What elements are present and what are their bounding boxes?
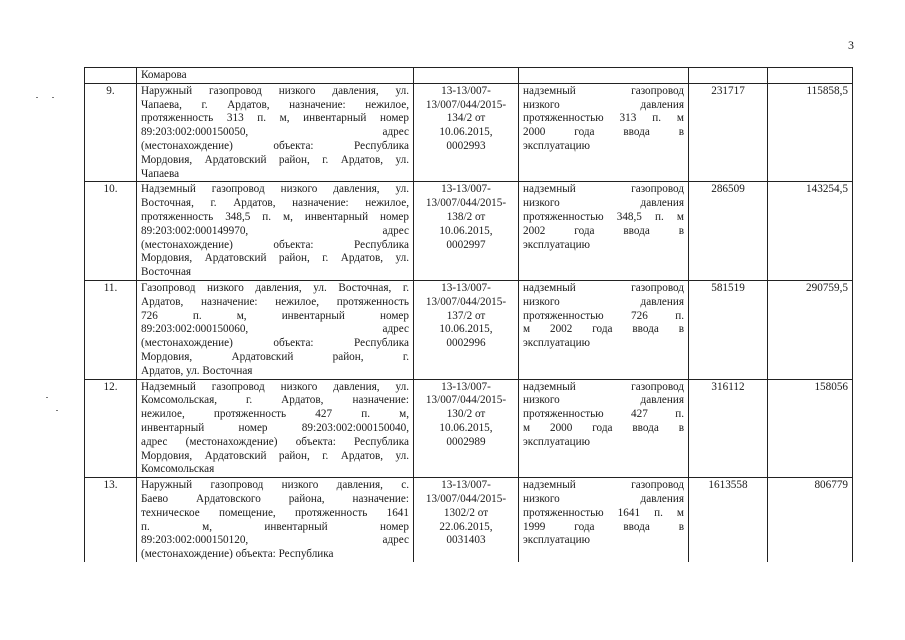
- registration-line: 22.06.2015,: [439, 520, 493, 533]
- description-line: (местонахождение) объекта: Республика: [141, 337, 409, 350]
- characteristics-line: низкого давления: [523, 197, 684, 210]
- value-cell: 143254,5: [768, 182, 853, 281]
- value-cell: [689, 68, 768, 84]
- characteristics-line: протяженностью 427 п.: [523, 408, 684, 421]
- description-line: техническое помещение, протяженность 1641: [141, 506, 409, 519]
- description-line: протяженность 313 п. м, инвентарный номер: [141, 112, 409, 125]
- table-row: [85, 280, 853, 379]
- description-line: Комсомольская, г. Ардатов, назначение:: [141, 394, 409, 407]
- table-row-continuation: [85, 68, 853, 84]
- description-line: Чапаева: [141, 167, 180, 180]
- row-number-cell: 13.: [85, 478, 137, 562]
- characteristics-line: 1999 года ввода в: [523, 520, 684, 533]
- description-line: адрес (местонахождение) объекта: Республика: [141, 435, 409, 448]
- registration-line: 10.06.2015,: [439, 323, 493, 336]
- characteristics-line: 2000 года ввода в: [523, 126, 684, 139]
- description-line: (местонахождение) объекта: Республика: [141, 139, 409, 152]
- registration-line: 13/007/044/2015-: [425, 295, 507, 308]
- registration-line: 13-13/007-: [441, 380, 491, 393]
- description-line: п. м, инвентарный номер: [141, 520, 409, 533]
- characteristics-line: м 2002 года ввода в: [523, 323, 684, 336]
- value-cell: 231717: [689, 83, 768, 182]
- description-line: (местонахождение) объекта: Республика: [141, 548, 334, 561]
- scan-speck: [46, 397, 48, 398]
- row-number-cell: 9.: [85, 83, 137, 182]
- description-line: нежилое, протяженность 427 п. м,: [141, 408, 409, 421]
- description-line: Ардатов, ул. Восточная: [141, 364, 253, 377]
- object-description-cell: Комарова: [137, 68, 414, 84]
- description-line: Восточная: [141, 266, 192, 279]
- row-number-cell: 12.: [85, 379, 137, 478]
- table-row: [85, 182, 853, 281]
- characteristics-line: низкого давления: [523, 492, 684, 505]
- registration-line: 13/007/044/2015-: [425, 394, 507, 407]
- registration-line: 13/007/044/2015-: [425, 492, 507, 505]
- registration-cell: [414, 379, 519, 478]
- object-description-cell: [137, 478, 414, 562]
- value-cell: 1613558: [689, 478, 768, 562]
- value-cell: 115858,5: [768, 83, 853, 182]
- description-line: Восточная, г. Ардатов, назначение: нежилое,: [141, 197, 409, 210]
- description-line: Мордовия, Ардатовский район, г. Ардатов, ул.: [141, 153, 409, 166]
- registration-cell: [414, 68, 519, 84]
- object-description-cell: [137, 83, 414, 182]
- object-characteristics-cell: [519, 280, 689, 379]
- characteristics-line: протяженностью 1641 п. м: [523, 506, 684, 519]
- registration-line: 13-13/007-: [441, 281, 491, 294]
- description-line: инвентарный номер 89:203:002:000150040,: [141, 421, 409, 434]
- value-cell: 581519: [689, 280, 768, 379]
- registration-line: 10.06.2015,: [439, 224, 493, 237]
- registration-line: 134/2 от: [446, 112, 486, 125]
- description-line: Мордовия, Ардатовский район, г.: [141, 350, 409, 363]
- value-cell: 286509: [689, 182, 768, 281]
- row-number-cell: [85, 68, 137, 84]
- characteristics-line: 2002 года ввода в: [523, 224, 684, 237]
- object-characteristics-cell: [519, 478, 689, 562]
- description-line: 89:203:002:000150050, адрес: [141, 126, 409, 139]
- characteristics-line: м 2000 года ввода в: [523, 421, 684, 434]
- characteristics-line: протяженностью 348,5 п. м: [523, 210, 684, 223]
- value-cell: 158056: [768, 379, 853, 478]
- registration-cell: [414, 280, 519, 379]
- registration-line: 0002989: [446, 435, 486, 448]
- description-line: 726 п. м, инвентарный номер: [141, 309, 409, 322]
- description-line: протяженность 348,5 п. м, инвентарный номер: [141, 210, 409, 223]
- description-line: Мордовия, Ардатовский район, г. Ардатов, ул.: [141, 449, 409, 462]
- registration-line: 13-13/007-: [441, 183, 491, 196]
- object-description-cell: [137, 280, 414, 379]
- characteristics-line: низкого давления: [523, 394, 684, 407]
- registration-line: 13/007/044/2015-: [425, 98, 507, 111]
- object-description-cell: [137, 379, 414, 478]
- page-number: 3: [848, 38, 854, 52]
- value-cell: 290759,5: [768, 280, 853, 379]
- characteristics-line: эксплуатацию: [523, 139, 590, 152]
- characteristics-line: эксплуатацию: [523, 534, 590, 547]
- scan-speck: [36, 97, 38, 98]
- registration-line: 10.06.2015,: [439, 421, 493, 434]
- object-description-cell: [137, 182, 414, 281]
- characteristics-line: эксплуатацию: [523, 435, 590, 448]
- registration-line: 0031403: [446, 534, 486, 547]
- object-characteristics-cell: [519, 68, 689, 84]
- registration-line: 0002997: [446, 238, 486, 251]
- characteristics-line: низкого давления: [523, 295, 684, 308]
- description-line: Надземный газопровод низкого давления, ул.: [141, 380, 409, 393]
- registration-line: 13-13/007-: [441, 479, 491, 492]
- description-line: Ардатов, назначение: нежилое, протяженность: [141, 295, 409, 308]
- row-number-cell: 10.: [85, 182, 137, 281]
- characteristics-line: надземный газопровод: [523, 380, 684, 393]
- description-line: Надземный газопровод низкого давления, ул.: [141, 183, 409, 196]
- registration-line: 130/2 от: [446, 408, 486, 421]
- registration-line: 138/2 от: [446, 210, 486, 223]
- registration-cell: [414, 83, 519, 182]
- description-line: Баево Ардатовского района, назначение:: [141, 492, 409, 505]
- description-line: 89:203:002:000150060, адрес: [141, 323, 409, 336]
- value-cell: [768, 68, 853, 84]
- registration-line: 0002996: [446, 337, 486, 350]
- value-cell: 316112: [689, 379, 768, 478]
- value-cell: 806779: [768, 478, 853, 562]
- description-line: Комсомольская: [141, 463, 215, 476]
- object-characteristics-cell: [519, 83, 689, 182]
- description-line: Наружный газопровод низкого давления, ул.: [141, 84, 409, 97]
- description-line: Газопровод низкого давления, ул. Восточная, г.: [141, 281, 409, 294]
- description-line: Мордовия, Ардатовский район, г. Ардатов, ул.: [141, 252, 409, 265]
- registration-line: 13-13/007-: [441, 84, 491, 97]
- characteristics-line: надземный газопровод: [523, 281, 684, 294]
- object-characteristics-cell: [519, 182, 689, 281]
- characteristics-line: протяженностью 726 п.: [523, 309, 684, 322]
- characteristics-line: эксплуатацию: [523, 337, 590, 350]
- description-line: Наружный газопровод низкого давления, с.: [141, 479, 409, 492]
- registration-line: 13/007/044/2015-: [425, 197, 507, 210]
- table-row: [85, 83, 853, 182]
- characteristics-line: эксплуатацию: [523, 238, 590, 251]
- description-line: 89:203:002:000150120, адрес: [141, 534, 409, 547]
- characteristics-line: надземный газопровод: [523, 84, 684, 97]
- property-registry-table: [84, 67, 853, 562]
- description-line: (местонахождение) объекта: Республика: [141, 238, 409, 251]
- scan-speck: [52, 97, 54, 98]
- characteristics-line: надземный газопровод: [523, 479, 684, 492]
- row-number-cell: 11.: [85, 280, 137, 379]
- table-row: [85, 379, 853, 478]
- scan-speck: [56, 410, 58, 411]
- object-characteristics-cell: [519, 379, 689, 478]
- registration-line: 0002993: [446, 139, 486, 152]
- registration-line: 137/2 от: [446, 309, 486, 322]
- registration-cell: [414, 478, 519, 562]
- description-line: 89:203:002:000149970, адрес: [141, 224, 409, 237]
- characteristics-line: протяженностью 313 п. м: [523, 112, 684, 125]
- description-line: Чапаева, г. Ардатов, назначение: нежилое,: [141, 98, 409, 111]
- characteristics-line: низкого давления: [523, 98, 684, 111]
- table-row: [85, 478, 853, 562]
- registration-line: 1302/2 от: [443, 506, 489, 519]
- registration-line: 10.06.2015,: [439, 126, 493, 139]
- registration-cell: [414, 182, 519, 281]
- characteristics-line: надземный газопровод: [523, 183, 684, 196]
